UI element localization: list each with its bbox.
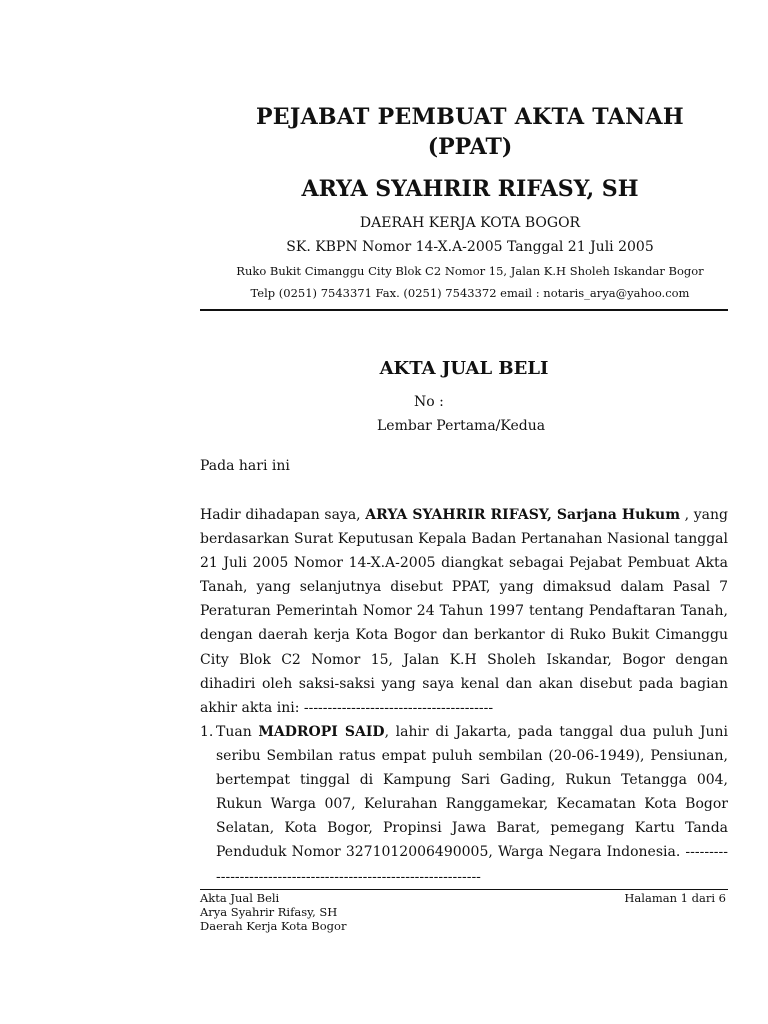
party-item-number: 1. (200, 724, 214, 740)
office-title: PEJABAT PEMBUAT AKTA TANAH (255, 104, 685, 130)
header-divider (200, 309, 728, 311)
document-number-label: No : (414, 394, 444, 410)
office-abbreviation: (PPAT) (427, 134, 513, 160)
document-title: AKTA JUAL BELI (379, 358, 549, 379)
party-item-content (216, 720, 728, 889)
footer-doc-type: Akta Jual Beli (200, 891, 280, 905)
opening-line: Pada hari ini (200, 458, 290, 474)
party-details: , lahir di Jakarta, pada tanggal dua puluh Juni seribu Sembilan ratus empat puluh sembilan (20-06-1949), Pensiunan, bertempat tinggal di Kampung Sari Gading, Rukun Tetangga 004, Rukun Warga 007, Kelurahan Ranggamekar, Kecamatan Kota Bogor Selatan, Kota Bogor, Propinsi Jawa Barat, pemegang Kartu Tanda Penduduk Nomor 3271012006490005, Warga Negara Indonesia. ----------------------------------------------------------------- (216, 724, 728, 885)
page-indicator: Halaman 1 dari 6 (624, 891, 726, 905)
officer-name: ARYA SYAHRIR RIFASY, SH (301, 176, 639, 202)
party-item (200, 720, 728, 889)
work-area: DAERAH KERJA KOTA BOGOR (359, 215, 581, 231)
intro-rest-text: , yang berdasarkan Surat Keputusan Kepala Badan Pertanahan Nasional tanggal 21 Juli 2005 Nomor 14-X.A-2005 diangkat sebagai Pejabat Pembuat Akta Tanah, yang selanjutnya disebut PPAT, yang dimaksud dalam Pasal 7 Peraturan Pemerintah Nomor 24 Tahun 1997 tentang Pendaftaran Tanah, dengan daerah kerja Kota Bogor dan berkantor di Ruko Bukit Cimanggu City Blok C2 Nomor 15, Jalan K.H Sholeh Iskandar, Bogor dengan dihadiri oleh saksi-saksi yang saya kenal dan akan disebut pada bagian akhir akta ini: ---------------------------------------- (200, 507, 728, 716)
decree-reference: SK. KBPN Nomor 14-X.A-2005 Tanggal 21 Juli 2005 (286, 239, 654, 255)
footer-work-area: Daerah Kerja Kota Bogor (200, 919, 347, 933)
party-name: MADROPI SAID (258, 724, 385, 740)
intro-text: Hadir dihadapan saya, (200, 507, 366, 523)
intro-paragraph (200, 503, 728, 720)
footer-left (200, 891, 346, 933)
footer-officer: Arya Syahrir Rifasy, SH (200, 905, 338, 919)
office-contact: Telp (0251) 7543371 Fax. (0251) 7543372 email : notaris_arya@yahoo.com (250, 286, 690, 300)
officer-full-name: ARYA SYAHRIR RIFASY, Sarjana Hukum (365, 507, 681, 523)
office-address: Ruko Bukit Cimanggu City Blok C2 Nomor 15, Jalan K.H Sholeh Iskandar Bogor (236, 264, 704, 278)
sheet-label: Lembar Pertama/Kedua (377, 418, 546, 434)
footer-divider (200, 889, 728, 890)
party-prefix: Tuan (216, 724, 259, 740)
